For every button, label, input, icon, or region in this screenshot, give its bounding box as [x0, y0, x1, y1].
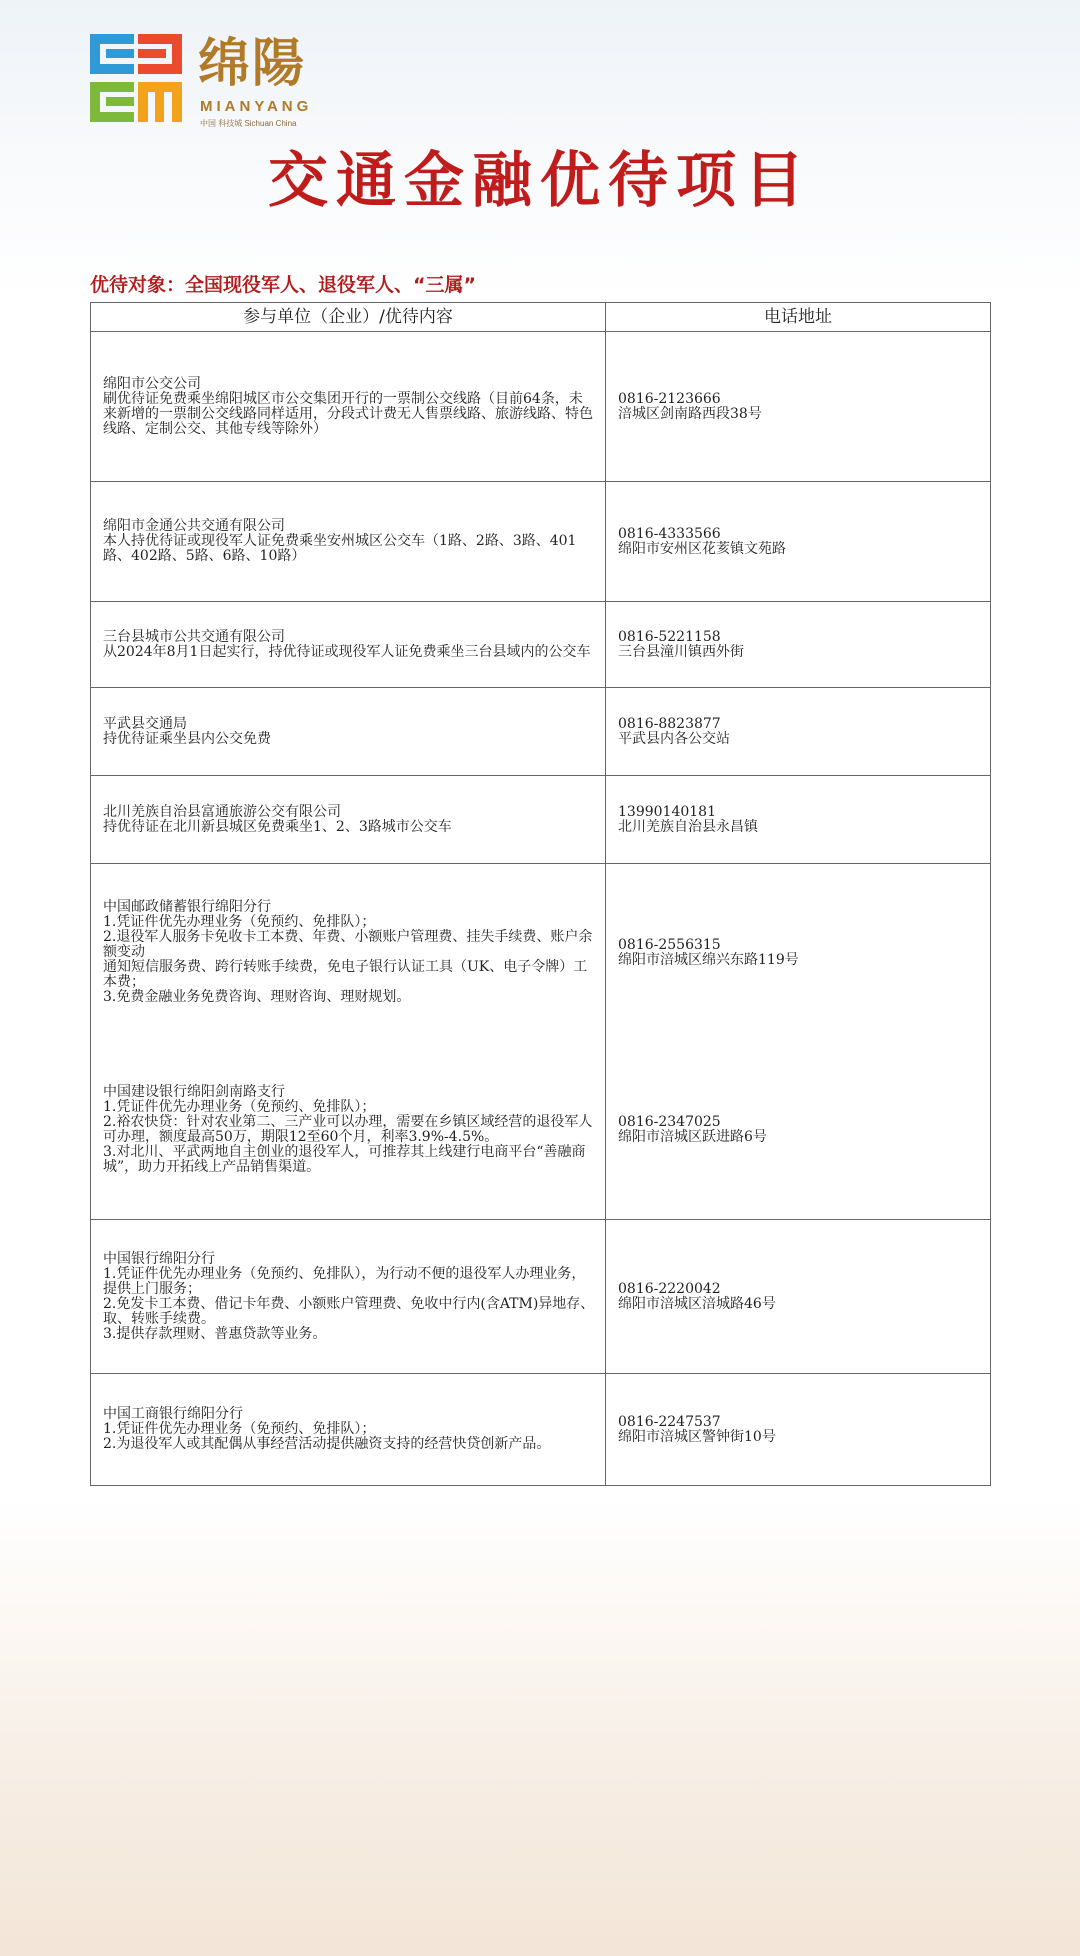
- logo-english-text: MIANYANG: [200, 98, 313, 115]
- mianyang-logo-icon: [88, 32, 184, 124]
- unit-name: 中国工商银行绵阳分行: [103, 1406, 243, 1422]
- phone-number: 0816-2247537: [618, 1413, 721, 1430]
- benefit-text: 3.提供存款理财、普惠贷款等业务。: [103, 1325, 327, 1342]
- phone-number: 13990140181: [618, 803, 716, 820]
- page-title: 交通金融优待项目: [268, 146, 812, 216]
- table-row: [91, 864, 991, 1042]
- unit-name: 绵阳市金通公共交通有限公司: [103, 518, 285, 534]
- address: 绵阳市涪城区涪城路46号: [618, 1295, 776, 1312]
- table-header-row: [91, 303, 991, 332]
- row-content: [91, 1374, 606, 1486]
- row-contact: [606, 1042, 991, 1220]
- table-row: [91, 1374, 991, 1486]
- row-contact: [606, 482, 991, 602]
- row-content: [91, 332, 606, 482]
- logo-chinese-text: 绵陽: [198, 33, 307, 94]
- table-row: [91, 1220, 991, 1374]
- benefit-text: 2.退役军人服务卡免收卡工本费、年费、小额账户管理费、挂失手续费、账户余额变动: [103, 929, 593, 961]
- unit-name: 北川羌族自治县富通旅游公交有限公司: [103, 803, 341, 820]
- table-row: [91, 332, 991, 482]
- row-content: [91, 1042, 606, 1220]
- benefit-text: 2.为退役军人或其配偶从事经营活动提供融资支持的经营快贷创新产品。: [103, 1436, 551, 1452]
- benefit-text: 持优待证乘坐县内公交免费: [103, 730, 271, 747]
- address: 绵阳市涪城区警钟街10号: [618, 1428, 776, 1445]
- unit-name: 三台县城市公共交通有限公司: [103, 628, 285, 645]
- address: 绵阳市安州区花荄镇文苑路: [618, 540, 786, 557]
- benefit-text: 通知短信服务费、跨行转账手续费，免电子银行认证工具（UK、电子令牌）工本费；: [103, 959, 588, 991]
- address: 平武县内各公交站: [618, 730, 730, 747]
- phone-number: 0816-4333566: [618, 525, 721, 542]
- benefit-text: 刷优待证免费乘坐绵阳城区市公交集团开行的一票制公交线路（目前64条，未来新增的一票制公交线路同样适用，分段式计费无人售票线路、旅游线路、特色线路、定制公交、其他专线等除外）: [103, 390, 593, 437]
- row-contact: [606, 332, 991, 482]
- benefit-text: 1.凭证件优先办理业务（免预约、免排队）；: [103, 914, 376, 931]
- phone-number: 0816-2556315: [618, 936, 721, 953]
- phone-number: 0816-2347025: [618, 1114, 721, 1131]
- address: 绵阳市涪城区绵兴东路119号: [618, 951, 799, 968]
- benefit-text: 2.裕农快贷：针对农业第二、三产业可以办理，需要在乡镇区域经营的退役军人可办理，额度最高50万，期限12至60个月，利率3.9%-4.5%。: [103, 1114, 593, 1146]
- benefit-text: 本人持优待证或现役军人证免费乘坐安州城区公交车（1路、2路、3路、401路、402路、5路、6路、10路）: [103, 533, 577, 564]
- address: 绵阳市涪城区跃进路6号: [618, 1129, 767, 1146]
- benefit-text: 从2024年8月1日起实行，持优待证或现役军人证免费乘坐三台县域内的公交车: [103, 643, 591, 660]
- unit-name: 中国银行绵阳分行: [103, 1250, 215, 1267]
- mianyang-logo: [88, 32, 348, 132]
- column-header-content: 参与单位（企业）/优待内容: [91, 303, 606, 332]
- row-contact: [606, 1374, 991, 1486]
- table-row: [91, 1042, 991, 1220]
- row-content: [91, 1220, 606, 1374]
- row-contact: [606, 602, 991, 688]
- address: 三台县潼川镇西外街: [618, 643, 744, 660]
- address: 涪城区剑南路西段38号: [618, 405, 762, 422]
- row-content: [91, 602, 606, 688]
- table-row: [91, 602, 991, 688]
- phone-number: 0816-5221158: [618, 628, 721, 645]
- logo-subtitle: 中国 科技城 Sichuan China: [200, 119, 297, 128]
- row-content: [91, 482, 606, 602]
- phone-number: 0816-2123666: [618, 390, 721, 407]
- row-contact: [606, 688, 991, 776]
- benefit-text: 1.凭证件优先办理业务（免预约、免排队），为行动不便的退役军人办理业务，提供上门服务；: [103, 1265, 586, 1297]
- benefit-text: 1.凭证件优先办理业务（免预约、免排队）；: [103, 1421, 376, 1437]
- table-row: [91, 688, 991, 776]
- row-contact: [606, 864, 991, 1042]
- benefit-text: 1.凭证件优先办理业务（免预约、免排队）；: [103, 1099, 376, 1116]
- row-contact: [606, 776, 991, 864]
- unit-name: 平武县交通局: [103, 715, 187, 732]
- benefit-text: 持优待证在北川新县城区免费乘坐1、2、3路城市公交车: [103, 818, 452, 835]
- unit-name: 中国建设银行绵阳剑南路支行: [103, 1084, 285, 1101]
- phone-number: 0816-8823877: [618, 715, 721, 732]
- audience-heading: 优待对象：全国现役军人、退役军人、“三属”: [90, 274, 476, 296]
- row-content: [91, 688, 606, 776]
- row-content: [91, 776, 606, 864]
- table-row: [91, 776, 991, 864]
- row-contact: [606, 1220, 991, 1374]
- row-content: [91, 864, 606, 1042]
- phone-number: 0816-2220042: [618, 1280, 721, 1297]
- benefit-text: 2.免发卡工本费、借记卡年费、小额账户管理费、免收中行内(含ATM)异地存、取、转账手续费。: [103, 1295, 595, 1327]
- table-row: [91, 482, 991, 602]
- unit-name: 中国邮政储蓄银行绵阳分行: [103, 899, 271, 916]
- column-header-contact: 电话地址: [606, 303, 991, 332]
- benefits-table: [90, 302, 991, 1486]
- benefit-text: 3.免费金融业务免费咨询、理财咨询、理财规划。: [103, 989, 411, 1006]
- address: 北川羌族自治县永昌镇: [618, 818, 758, 835]
- unit-name: 绵阳市公交公司: [103, 375, 201, 392]
- benefit-text: 3.对北川、平武两地自主创业的退役军人，可推荐其上线建行电商平台“善融商城”，助力开拓线上产品销售渠道。: [103, 1144, 586, 1176]
